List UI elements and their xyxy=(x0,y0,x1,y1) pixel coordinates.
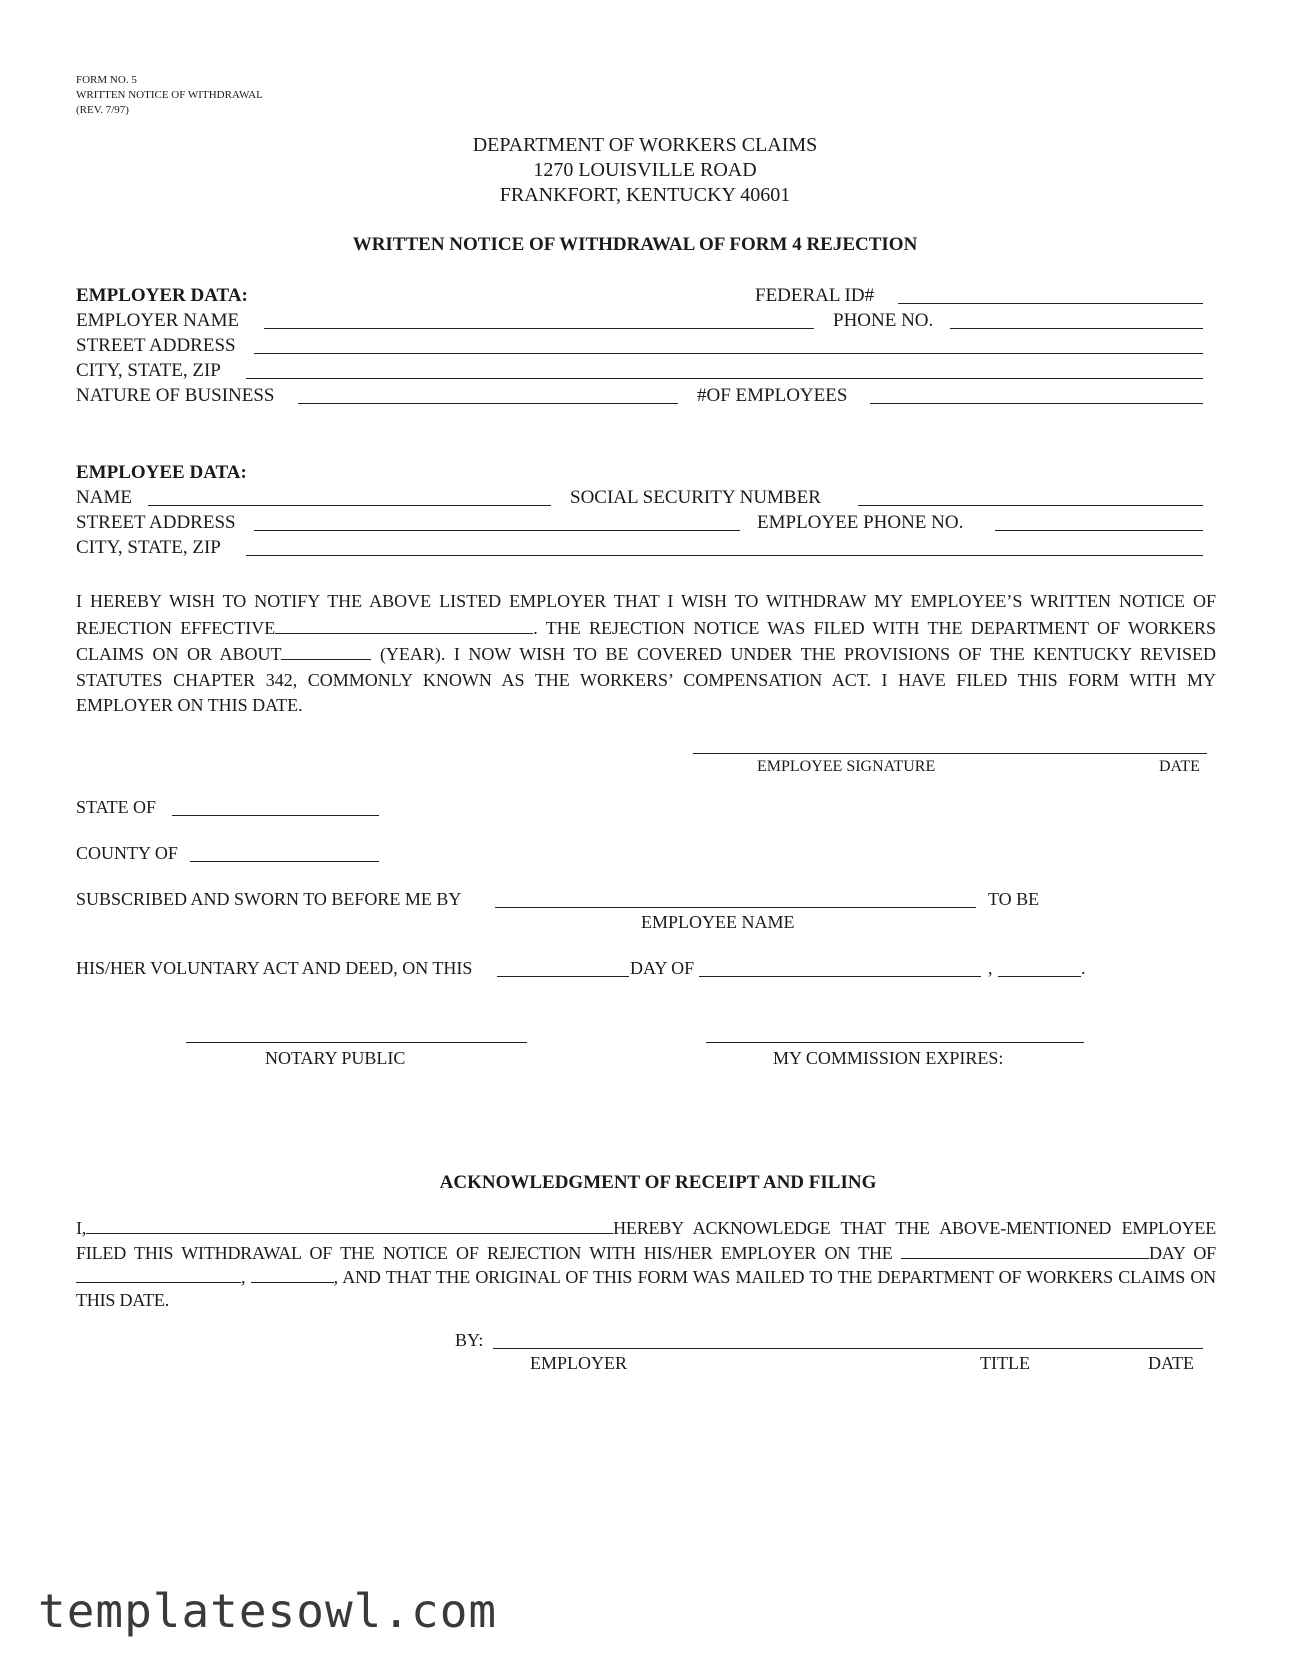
employer-phone-field[interactable] xyxy=(950,328,1203,329)
filed-year-field[interactable] xyxy=(281,641,371,660)
ssn-label: SOCIAL SECURITY NUMBER xyxy=(570,487,821,508)
county-of-field[interactable] xyxy=(190,861,379,862)
acknowledgment-paragraph xyxy=(76,1215,1216,1311)
employee-signature-label: EMPLOYEE SIGNATURE xyxy=(757,758,936,775)
notice-text-1: I HEREBY WISH TO NOTIFY THE ABOVE LISTED EMPLOYER THAT I WISH TO WITHDRAW MY EMPLOYEE’S WRITTEN NOTICE OF REJECTION EFFECTIVE xyxy=(76,591,1216,638)
num-employees-label: #OF EMPLOYEES xyxy=(697,385,848,406)
employee-data-heading: EMPLOYEE DATA: xyxy=(76,462,247,483)
signature-date-label: DATE xyxy=(1159,758,1200,775)
by-label: BY: xyxy=(455,1330,484,1350)
employee-phone-field[interactable] xyxy=(995,530,1203,531)
employer-phone-label: PHONE NO. xyxy=(833,310,934,331)
commission-expires-label: MY COMMISSION EXPIRES: xyxy=(773,1048,1004,1068)
employee-city-field[interactable] xyxy=(246,555,1203,556)
department-street: 1270 LOUISVILLE ROAD xyxy=(533,159,757,181)
sworn-employee-name-field[interactable] xyxy=(495,907,976,908)
employer-data-heading: EMPLOYER DATA: xyxy=(76,285,248,306)
notary-year-field[interactable] xyxy=(998,976,1081,977)
acknowledgment-heading: ACKNOWLEDGMENT OF RECEIPT AND FILING xyxy=(439,1172,877,1193)
federal-id-field[interactable] xyxy=(898,303,1203,304)
form-revision: (REV. 7/97) xyxy=(76,104,129,116)
ack-text-2: , AND THAT THE ORIGINAL OF THIS FORM WAS MAILED TO THE DEPARTMENT OF WORKERS CLAIMS ON THIS DATE. xyxy=(76,1267,1216,1310)
department-name: DEPARTMENT OF WORKERS CLAIMS xyxy=(472,134,818,156)
commission-expires-line[interactable] xyxy=(706,1042,1084,1043)
employer-city-label: CITY, STATE, ZIP xyxy=(76,360,221,381)
form-number: FORM NO. 5 xyxy=(76,74,137,86)
subscribed-sworn-label: SUBSCRIBED AND SWORN TO BEFORE ME BY xyxy=(76,889,462,909)
date-caption: DATE xyxy=(1148,1353,1194,1373)
nature-of-business-field[interactable] xyxy=(298,403,678,404)
employee-city-label: CITY, STATE, ZIP xyxy=(76,537,221,558)
department-city: FRANKFORT, KENTUCKY 40601 xyxy=(499,184,791,206)
notary-period: . xyxy=(1081,958,1086,978)
employee-street-label: STREET ADDRESS xyxy=(76,512,236,533)
employee-signature-line[interactable] xyxy=(693,753,1207,754)
ack-year-field[interactable] xyxy=(251,1264,334,1283)
num-employees-field[interactable] xyxy=(870,403,1203,404)
employee-name-label: NAME xyxy=(76,487,132,508)
state-of-label: STATE OF xyxy=(76,797,157,817)
employee-phone-label: EMPLOYEE PHONE NO. xyxy=(757,512,964,533)
watermark: templatesowl.com xyxy=(38,1584,498,1638)
notary-month-field[interactable] xyxy=(699,976,981,977)
to-be-label: TO BE xyxy=(988,889,1040,909)
ack-comma: , xyxy=(241,1267,246,1287)
employer-city-field[interactable] xyxy=(246,378,1203,379)
form-name: WRITTEN NOTICE OF WITHDRAWAL xyxy=(76,89,263,101)
employee-street-field[interactable] xyxy=(254,530,740,531)
employer-street-label: STREET ADDRESS xyxy=(76,335,236,356)
employee-name-caption: EMPLOYEE NAME xyxy=(641,912,795,932)
ack-day-field[interactable] xyxy=(901,1240,1149,1259)
notary-day-field[interactable] xyxy=(497,976,629,977)
employer-caption: EMPLOYER xyxy=(530,1353,628,1373)
employer-name-field[interactable] xyxy=(264,328,814,329)
employee-name-field[interactable] xyxy=(148,505,551,506)
rejection-effective-date-field[interactable] xyxy=(275,615,533,634)
ack-i: I, xyxy=(76,1218,87,1238)
notary-comma: , xyxy=(988,958,993,978)
nature-of-business-label: NATURE OF BUSINESS xyxy=(76,385,275,406)
notary-public-label: NOTARY PUBLIC xyxy=(265,1048,406,1068)
acknowledger-name-field[interactable] xyxy=(86,1215,613,1234)
employer-street-field[interactable] xyxy=(254,353,1203,354)
ack-month-field[interactable] xyxy=(76,1264,241,1283)
form-title: WRITTEN NOTICE OF WITHDRAWAL OF FORM 4 REJECTION xyxy=(352,234,918,255)
day-of-label: DAY OF xyxy=(630,958,695,978)
ack-text-1: HEREBY ACKNOWLEDGE THAT THE ABOVE-MENTIONED EMPLOYEE FILED THIS WITHDRAWAL OF THE NOTICE OF REJECTION WITH HIS/HER EMPLOYER ON THE xyxy=(76,1218,1216,1263)
federal-id-label: FEDERAL ID# xyxy=(755,285,875,306)
ack-day-of: DAY OF xyxy=(1148,1242,1216,1263)
notice-text-3: (YEAR). I NOW WISH TO BE COVERED UNDER THE PROVISIONS OF THE KENTUCKY REVISED STATUTES CHAPTER 342, COMMONLY KNOWN AS THE WORKERS’ COMPENSATION ACT. I HAVE FILED THIS FORM WITH MY EMPLOYER ON THIS DATE. xyxy=(76,644,1216,715)
notary-public-signature-line[interactable] xyxy=(186,1042,527,1043)
title-caption: TITLE xyxy=(980,1353,1030,1373)
employer-signature-line[interactable] xyxy=(493,1348,1203,1349)
state-of-field[interactable] xyxy=(172,815,379,816)
notice-text-2: . THE REJECTION NOTICE WAS FILED WITH THE DEPARTMENT OF WORKERS CLAIMS ON OR ABOUT xyxy=(76,617,1217,664)
county-of-label: COUNTY OF xyxy=(76,843,178,863)
voluntary-act-label: HIS/HER VOLUNTARY ACT AND DEED, ON THIS xyxy=(76,958,473,978)
ssn-field[interactable] xyxy=(858,505,1203,506)
employer-name-label: EMPLOYER NAME xyxy=(76,310,240,331)
withdrawal-notice-paragraph xyxy=(76,589,1216,719)
